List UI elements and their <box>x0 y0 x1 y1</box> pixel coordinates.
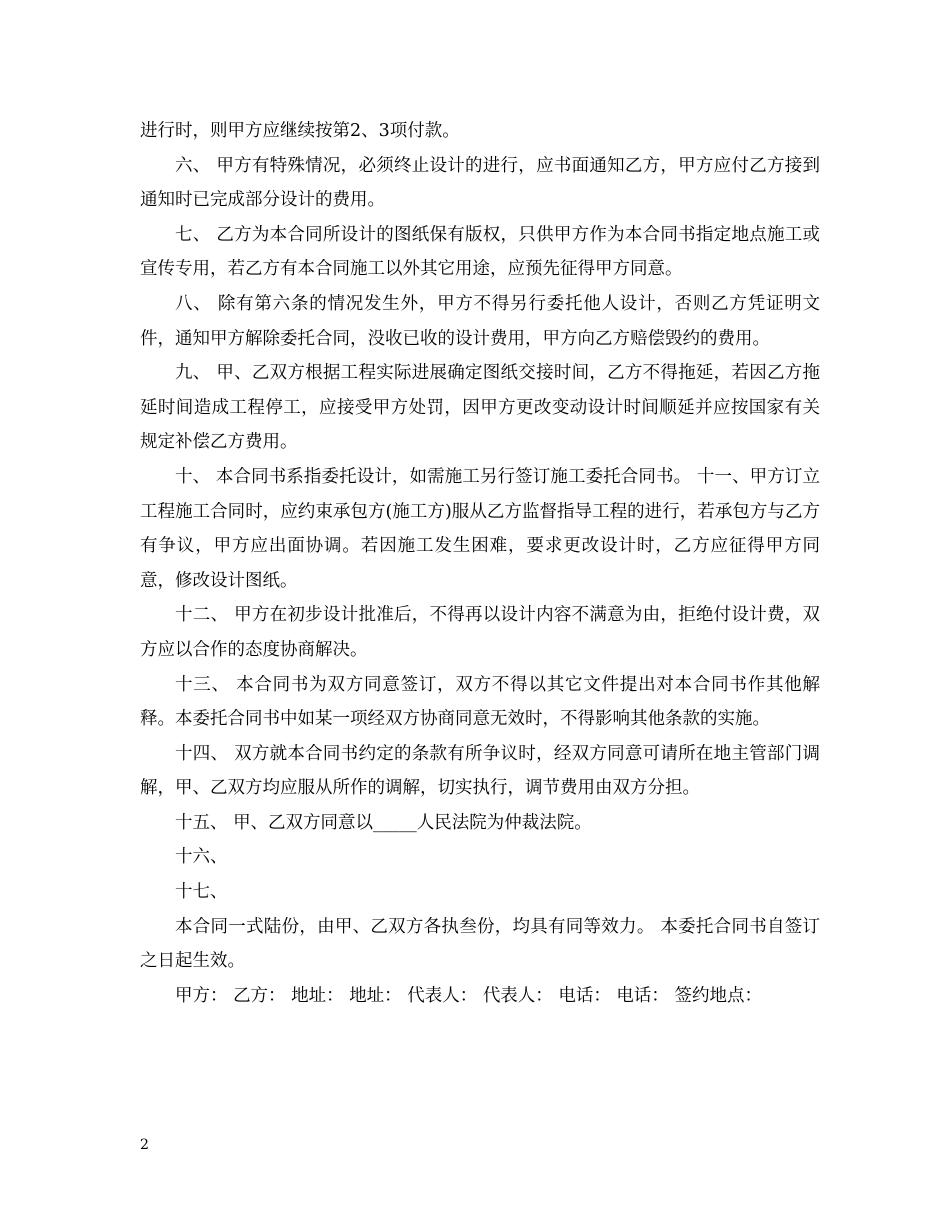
clause-7: 七、 乙方为本合同所设计的图纸保有版权，只供甲方作为本合同书指定地点施工或宣传专用，若乙方有本合同施工以外其它用途，应预先征得甲方同意。 <box>140 224 820 280</box>
signature-fields: 甲方： 乙方： 地址： 地址： 代表人： 代表人： 电话： 电话： 签约地点： <box>175 985 762 1006</box>
clause-14: 十四、 双方就本合同书约定的条款有所争议时，经双方同意可请所在地主管部门调解，甲、乙双方均应服从所作的调解，切实执行，调节费用由双方分担。 <box>140 743 820 799</box>
clause-10-11: 十、 本合同书系指委托设计，如需施工另行签订施工委托合同书。 十一、甲方订立工程施工合同时，应约束承包方(施工方)服从乙方监督指导工程的进行，若承包方与乙方有争议，甲方应出面协调。若因施工发生困难，要求更改设计时，乙方应征得甲方同意，修改设计图纸。 <box>140 466 820 591</box>
page-number: 2 <box>140 1137 149 1153</box>
copies-clause: 本合同一式陆份，由甲、乙双方各执叁份，均具有同等效力。 本委托合同书自签订之日起生效。 <box>140 916 820 972</box>
clause-12: 十二、 甲方在初步设计批准后，不得再以设计内容不满意为由，拒绝付设计费，双方应以合作的态度协商解决。 <box>140 605 820 660</box>
clause-17: 十七、 <box>175 882 228 903</box>
clause-6: 六、 甲方有特殊情况，必须终止设计的进行，应书面通知乙方，甲方应付乙方接到通知时已完成部分设计的费用。 <box>140 155 820 211</box>
clause-8: 八、 除有第六条的情况发生外，甲方不得另行委托他人设计，否则乙方凭证明文件，通知甲方解除委托合同，没收已收的设计费用，甲方向乙方赔偿毁约的费用。 <box>140 293 820 349</box>
clause-13: 十三、 本合同书为双方同意签订，双方不得以其它文件提出对本合同书作其他解释。本委托合同书中如某一项经双方协商同意无效时，不得影响其他条款的实施。 <box>140 674 820 730</box>
document-body <box>140 114 820 1013</box>
clause-16: 十六、 <box>175 847 228 868</box>
paragraph-continuation: 进行时，则甲方应继续按第2、3项付款。 <box>140 121 460 141</box>
clause-9: 九、 甲、乙双方根据工程实际进展确定图纸交接时间，乙方不得拖延，若因乙方拖延时间造成工程停工，应接受甲方处罚，因甲方更改变动设计时间顺延并应按国家有关规定补偿乙方费用。 <box>140 363 820 453</box>
clause-15: 十五、 甲、乙双方同意以_____人民法院为仲裁法院。 <box>175 812 592 833</box>
